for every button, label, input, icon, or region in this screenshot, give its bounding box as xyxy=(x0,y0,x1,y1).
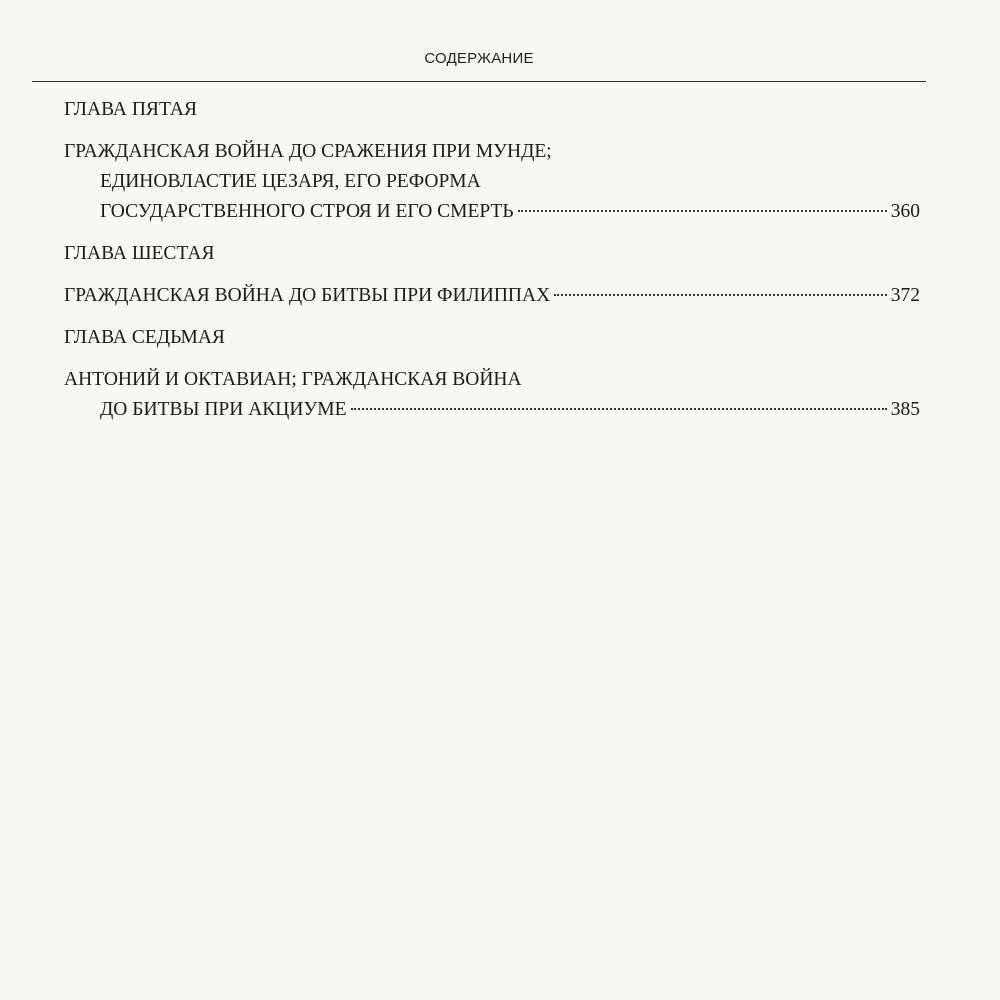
chapter-label: ГЛАВА СЕДЬМАЯ xyxy=(64,327,225,348)
entry-title-line: АНТОНИЙ И ОКТАВИАН; ГРАЖДАНСКАЯ ВОЙНА xyxy=(64,369,522,390)
toc-entry[interactable] xyxy=(64,137,920,227)
entry-last-line xyxy=(64,395,920,425)
entry-title-line: ГОСУДАРСТВЕННОГО СТРОЯ И ЕГО СМЕРТЬ xyxy=(100,201,514,222)
entry-title-line: ЕДИНОВЛАСТИЕ ЦЕЗАРЯ, ЕГО РЕФОРМА xyxy=(100,171,481,192)
page-number: 360 xyxy=(890,201,920,222)
dot-leader xyxy=(554,294,887,296)
table-of-contents xyxy=(64,95,920,437)
page-number: 372 xyxy=(890,285,920,306)
entry-title-line: ДО БИТВЫ ПРИ АКЦИУМЕ xyxy=(100,399,347,420)
entry-title-line: ГРАЖДАНСКАЯ ВОЙНА ДО СРАЖЕНИЯ ПРИ МУНДЕ; xyxy=(64,141,552,162)
chapter-label: ГЛАВА ШЕСТАЯ xyxy=(64,243,215,264)
page-number: 385 xyxy=(890,399,920,420)
toc-chapter-5 xyxy=(64,95,920,227)
header-rule xyxy=(32,81,926,82)
dot-leader xyxy=(351,408,887,410)
dot-leader xyxy=(518,210,887,212)
entry-last-line xyxy=(64,281,920,311)
entry-last-line xyxy=(64,197,920,227)
entry-title-line: ГРАЖДАНСКАЯ ВОЙНА ДО БИТВЫ ПРИ ФИЛИППАХ xyxy=(64,285,551,306)
toc-entry[interactable] xyxy=(64,281,920,311)
running-header: СОДЕРЖАНИЕ xyxy=(424,50,534,67)
chapter-label: ГЛАВА ПЯТАЯ xyxy=(64,99,197,120)
toc-chapter-6 xyxy=(64,239,920,311)
toc-chapter-7 xyxy=(64,323,920,425)
toc-entry[interactable] xyxy=(64,365,920,425)
